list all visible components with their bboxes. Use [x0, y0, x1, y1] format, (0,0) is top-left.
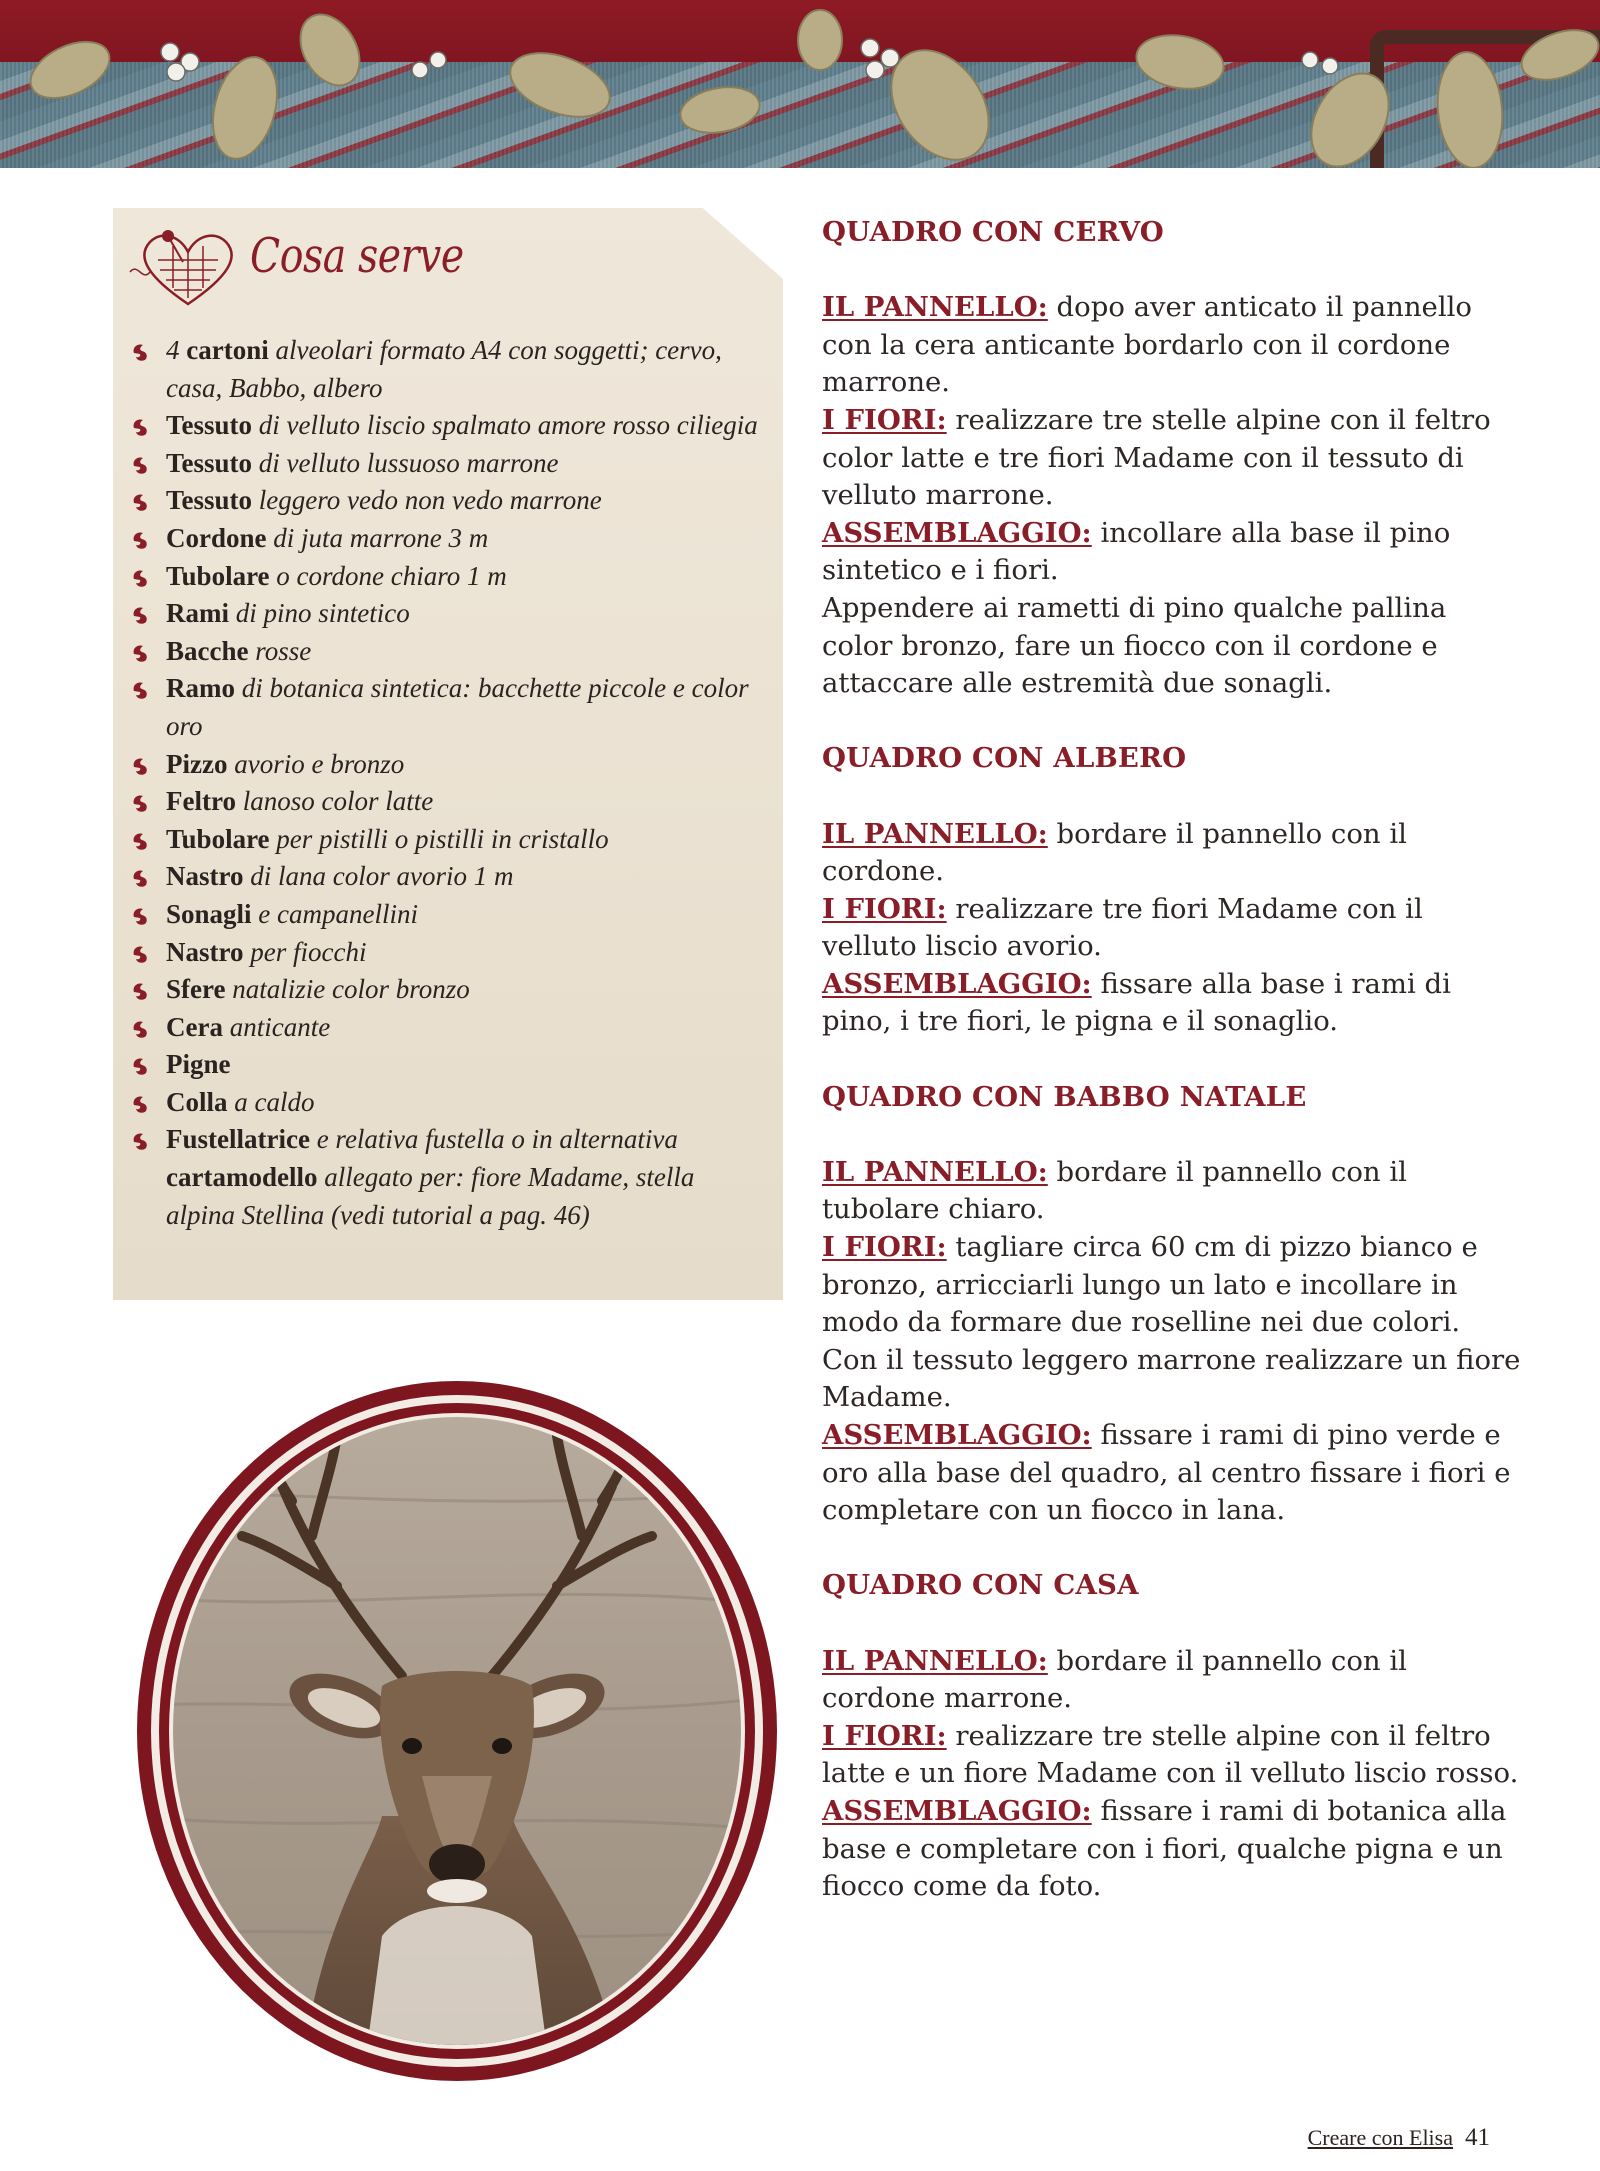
materials-item [128, 595, 768, 633]
swirl-bullet-icon [130, 416, 152, 438]
assembly-step [822, 515, 1522, 590]
item-name: Tubolare [166, 823, 270, 854]
swirl-bullet-icon [130, 1130, 152, 1152]
item-detail: di botanica sintetica: bacchette piccole e color oro [166, 673, 749, 741]
materials-list [128, 332, 768, 1234]
item-detail: anticante [222, 1011, 331, 1042]
item-prefix: 4 [166, 335, 187, 365]
item-name: Tessuto [166, 447, 253, 478]
item-detail: avorio e bronzo [227, 748, 405, 779]
materials-item [128, 1009, 768, 1047]
assembly-step [822, 1793, 1522, 1906]
item-name: Pigne [166, 1049, 231, 1080]
materials-item [128, 858, 768, 896]
flowers-text: realizzare tre stelle alpine con il feltro latte e un fiore Madame con il velluto liscio rosso. [822, 1719, 1519, 1790]
item-name: Feltro [166, 786, 236, 817]
swirl-bullet-icon [130, 830, 152, 852]
item-detail: di lana color avorio 1 m [243, 861, 514, 892]
item-name: Tessuto [166, 410, 253, 441]
panel-step [822, 1154, 1522, 1229]
item-detail: rosse [248, 635, 312, 666]
materials-item [128, 934, 768, 972]
page-number: 41 [1465, 2124, 1490, 2151]
instructions-column [822, 214, 1522, 1943]
swirl-bullet-icon [130, 905, 152, 927]
item-detail: natalizie color bronzo [225, 974, 470, 1005]
flowers-text: realizzare tre fiori Madame con il velluto liscio avorio. [822, 892, 1423, 963]
swirl-bullet-icon [130, 943, 152, 965]
panel-text: bordare il pannello con il cordone marrone. [822, 1644, 1407, 1715]
item-name: Sonagli [166, 898, 252, 929]
page-footer [1308, 2124, 1490, 2152]
item-detail: di velluto lussuoso marrone [252, 447, 559, 478]
panel-step [822, 289, 1522, 402]
note-title: Cosa serve [250, 228, 464, 284]
swirl-bullet-icon [130, 792, 152, 814]
swirl-bullet-icon [130, 679, 152, 701]
panel-label: IL PANNELLO: [822, 1644, 1048, 1677]
assembly-text: fissare i rami di botanica alla base e completare con i fiori, qualche pigna e un fiocco come da foto. [822, 1794, 1507, 1903]
item-name: Rami [166, 598, 229, 629]
flowers-step [822, 1229, 1522, 1417]
item-name: Fustellatrice [166, 1124, 310, 1155]
item-name: Tessuto [166, 485, 253, 516]
assembly-text: fissare i rami di pino verde e oro alla base del quadro, al centro fissare i fiori e completare con un fiocco in lana. [822, 1419, 1511, 1527]
item-detail: di juta marrone 3 m [266, 522, 489, 553]
materials-item [128, 1121, 768, 1234]
materials-item [128, 332, 768, 407]
swirl-bullet-icon [130, 980, 152, 1002]
materials-item [128, 407, 768, 445]
sewing-heart-icon [128, 222, 248, 312]
assembly-label: ASSEMBLAGGIO: [822, 967, 1092, 1000]
panel-step [822, 1643, 1522, 1718]
item-detail: alveolari formato A4 con soggetti; cervo, casa, Babbo, albero [166, 335, 722, 403]
item-detail: lanoso color latte [235, 786, 434, 817]
instruction-section [822, 740, 1522, 1041]
panel-label: IL PANNELLO: [822, 1155, 1048, 1188]
materials-item [128, 896, 768, 934]
section-title: QUADRO CON CASA [822, 1569, 1139, 1602]
item-detail: per fiocchi [243, 936, 367, 967]
assembly-text: incollare alla base il pino sintetico e i fiori. [822, 516, 1451, 587]
item-name: Sfere [166, 974, 226, 1005]
flowers-text: realizzare tre stelle alpine con il feltro color latte e tre fiori Madame con il tessuto di velluto marrone. [822, 403, 1491, 512]
flowers-step [822, 402, 1522, 515]
item-name: cartoni [186, 335, 269, 365]
item-detail: a caldo [227, 1086, 315, 1117]
flowers-text: tagliare circa 60 cm di pizzo bianco e bronzo, arricciarli lungo un lato e incollare in modo da formare due roselline nei due colori. Con il tessuto leggero marrone realizzare un fiore Madame. [822, 1231, 1521, 1414]
swirl-bullet-icon [130, 1018, 152, 1040]
item-name: Nastro [166, 861, 244, 892]
materials-item [128, 1046, 768, 1084]
assembly-label: ASSEMBLAGGIO: [822, 516, 1092, 549]
panel-text: bordare il pannello con il tubolare chiaro. [822, 1155, 1407, 1226]
panel-label: IL PANNELLO: [822, 817, 1048, 850]
item-name: Cordone [166, 522, 267, 553]
assembly-label: ASSEMBLAGGIO: [822, 1794, 1092, 1827]
panel-text: dopo aver anticato il pannello con la cera anticante bordarlo con il cordone marrone. [822, 291, 1472, 399]
instruction-section [822, 1567, 1522, 1905]
materials-item [128, 445, 768, 483]
assembly-step [822, 1417, 1522, 1530]
materials-item [128, 1084, 768, 1122]
swirl-bullet-icon [130, 604, 152, 626]
section-title: QUADRO CON ALBERO [822, 742, 1187, 775]
item-detail: di velluto liscio spalmato amore rosso ciliegia [252, 410, 758, 441]
materials-item [128, 633, 768, 671]
swirl-bullet-icon [130, 491, 152, 513]
section-title: QUADRO CON BABBO NATALE [822, 1080, 1307, 1113]
materials-item [128, 746, 768, 784]
swirl-bullet-icon [130, 454, 152, 476]
item-detail: leggero vedo non vedo marrone [252, 485, 602, 516]
swirl-bullet-icon [130, 341, 152, 363]
materials-item [128, 558, 768, 596]
instruction-section [822, 1079, 1522, 1530]
flowers-label: I FIORI: [822, 892, 947, 925]
panel-text: bordare il pannello con il cordone. [822, 817, 1407, 888]
header-banner-photo [0, 0, 1600, 168]
flowers-label: I FIORI: [822, 1719, 947, 1752]
item-name: cartamodello [166, 1162, 318, 1193]
swirl-bullet-icon [130, 642, 152, 664]
assembly-text: fissare alla base i rami di pino, i tre fiori, le pigna e il sonaglio. [822, 967, 1451, 1038]
materials-item [128, 971, 768, 1009]
item-name: Cera [166, 1011, 223, 1042]
flowers-label: I FIORI: [822, 403, 947, 436]
item-name: Ramo [166, 673, 235, 704]
flowers-step [822, 1718, 1522, 1793]
item-detail: e relativa fustella o in alternativa [309, 1124, 678, 1155]
flowers-label: I FIORI: [822, 1231, 947, 1264]
item-name: Bacche [166, 635, 249, 666]
instruction-section [822, 214, 1522, 703]
assembly-step [822, 966, 1522, 1041]
swirl-bullet-icon [130, 567, 152, 589]
materials-item [128, 783, 768, 821]
item-name: Pizzo [166, 748, 228, 779]
publication-name: Creare con Elisa [1307, 2125, 1453, 2150]
swirl-bullet-icon [130, 1055, 152, 1077]
materials-item [128, 670, 768, 745]
panel-label: IL PANNELLO: [822, 291, 1048, 324]
item-name: Nastro [166, 936, 244, 967]
deer-medallion-image [132, 1376, 782, 2086]
swirl-bullet-icon [130, 529, 152, 551]
leaves-and-berries-decoration [0, 0, 1600, 168]
assembly-label: ASSEMBLAGGIO: [822, 1419, 1092, 1451]
item-detail: per pistilli o pistilli in cristallo [269, 823, 609, 854]
item-detail: o cordone chiaro 1 m [269, 560, 507, 591]
flowers-step [822, 891, 1522, 966]
swirl-bullet-icon [130, 1093, 152, 1115]
item-name: Colla [166, 1086, 228, 1117]
section-title: QUADRO CON CERVO [822, 216, 1164, 248]
materials-item [128, 821, 768, 859]
extra-step: Appendere ai rametti di pino qualche pallina color bronzo, fare un fiocco con il cordone e attaccare alle estremità due sonagli. [822, 591, 1447, 700]
materials-item [128, 482, 768, 520]
swirl-bullet-icon [130, 867, 152, 889]
item-detail: allegato per: fiore Madame, stella alpina Stellina (vedi tutorial a pag. 46) [166, 1162, 695, 1230]
materials-item [128, 520, 768, 558]
item-detail: e campanellini [251, 898, 419, 929]
item-detail: di pino sintetico [229, 598, 410, 629]
panel-step [822, 816, 1522, 891]
swirl-bullet-icon [130, 755, 152, 777]
item-name: Tubolare [166, 560, 270, 591]
